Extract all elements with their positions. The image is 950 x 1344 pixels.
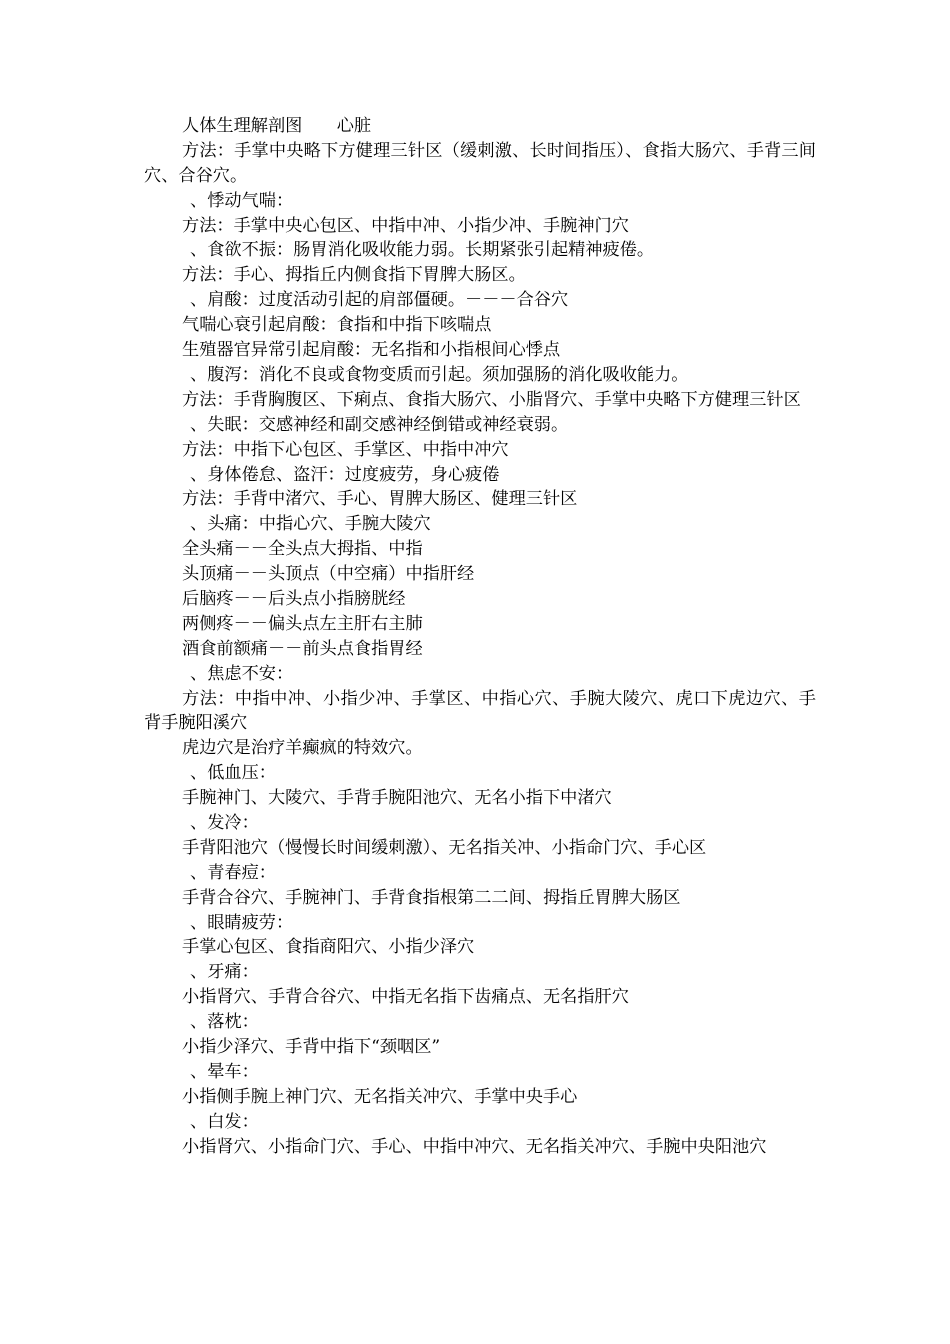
paragraph-line: 手背合谷穴、手腕神门、手背食指根第二二间、拇指丘胃脾大肠区 xyxy=(182,887,681,908)
paragraph-line: 小指肾穴、手背合谷穴、中指无名指下齿痛点、无名指肝穴 xyxy=(182,987,629,1008)
paragraph-line: 人体生理解剖图 心脏 xyxy=(182,116,372,136)
paragraph-line: 全头痛－－全头点大拇指、中指 xyxy=(182,539,423,560)
paragraph-line: 方法：手心、拇指丘内侧食指下胃脾大肠区。 xyxy=(182,265,526,286)
paragraph-line: 小指肾穴、小指命门穴、手心、中指中冲穴、无名指关冲穴、手腕中央阳池穴 xyxy=(182,1136,767,1157)
paragraph-line: 头顶痛－－头顶点（中空痛）中指肝经 xyxy=(182,564,475,585)
paragraph-line: 、青春痘： xyxy=(190,862,276,883)
paragraph-line: 后脑疼－－后头点小指膀胱经 xyxy=(182,588,406,609)
paragraph-line: 小指少泽穴、手背中指下“颈咽区” xyxy=(182,1037,441,1058)
paragraph-line: 方法：手背中渚穴、手心、胃脾大肠区、健理三针区 xyxy=(182,489,578,510)
paragraph-line: 方法：手掌中央略下方健理三针区（缓刺激、长时间指压）、食指大肠穴、手背三间穴、合谷穴。 xyxy=(144,140,816,186)
paragraph-line: 、低血压： xyxy=(190,763,276,784)
document-body xyxy=(144,114,816,1160)
paragraph-line: 两侧疼－－偏头点左主肝右主肺 xyxy=(182,613,423,634)
paragraph-line: 小指侧手腕上神门穴、无名指关冲穴、手掌中央手心 xyxy=(182,1086,578,1107)
paragraph-line: 、眼睛疲劳： xyxy=(190,912,294,933)
paragraph-line: 、牙痛： xyxy=(190,962,259,983)
paragraph-line: 、落枕： xyxy=(190,1012,259,1033)
paragraph-line: 手掌心包区、食指商阳穴、小指少泽穴 xyxy=(182,937,475,958)
paragraph-line: 、焦虑不安： xyxy=(190,663,294,684)
paragraph-line: 、晕车： xyxy=(190,1061,259,1082)
paragraph-line: 手背阳池穴（慢慢长时间缓刺激）、无名指关冲、小指命门穴、手心区 xyxy=(182,837,707,858)
paragraph-line: 生殖器官异常引起肩酸：无名指和小指根间心悸点 xyxy=(182,340,561,361)
paragraph-line: 方法：手背胸腹区、下痢点、食指大肠穴、小脂肾穴、手掌中央略下方健理三针区 xyxy=(182,389,801,410)
paragraph-line: 、头痛：中指心穴、手腕大陵穴 xyxy=(190,514,431,535)
paragraph-line: 手腕神门、大陵穴、手背手腕阳池穴、无名小指下中渚穴 xyxy=(182,788,612,809)
paragraph-line: 、腹泻：消化不良或食物变质而引起。须加强肠的消化吸收能力。 xyxy=(190,364,689,385)
paragraph-line: 、白发： xyxy=(190,1111,259,1132)
paragraph-line: 、身体倦怠、盗汗：过度疲劳，身心疲倦 xyxy=(190,464,500,485)
paragraph-line: 方法：中指下心包区、手掌区、中指中冲穴 xyxy=(182,439,509,460)
paragraph-line: 气喘心衰引起肩酸：食指和中指下咳喘点 xyxy=(182,315,492,336)
paragraph-line: 、食欲不振：肠胃消化吸收能力弱。长期紧张引起精神疲倦。 xyxy=(190,240,655,261)
paragraph-line: 、发冷： xyxy=(190,813,259,834)
paragraph-line: 虎边穴是治疗羊癫疯的特效穴。 xyxy=(182,738,423,759)
paragraph-line: 、失眠：交感神经和副交感神经倒错或神经衰弱。 xyxy=(190,414,569,435)
paragraph-line: 酒食前额痛－－前头点食指胃经 xyxy=(182,638,423,659)
paragraph-line: 、悸动气喘： xyxy=(190,190,294,211)
paragraph-line: 、肩酸：过度活动引起的肩部僵硬。－－－合谷穴 xyxy=(190,290,569,311)
paragraph-line: 方法：手掌中央心包区、中指中冲、小指少冲、手腕神门穴 xyxy=(182,215,629,236)
paragraph-line: 方法：中指中冲、小指少冲、手掌区、中指心穴、手腕大陵穴、虎口下虎边穴、手背手腕阳溪穴 xyxy=(144,688,816,734)
